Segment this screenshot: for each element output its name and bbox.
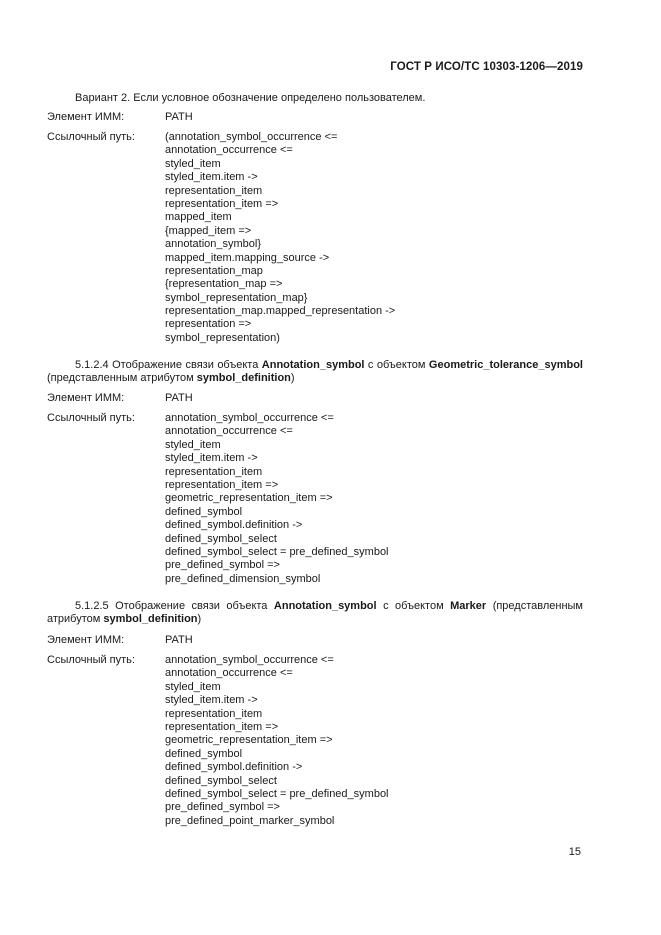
path-line: representation => [165, 318, 252, 331]
path-line: annotation_symbol} [165, 238, 262, 251]
element-value: PATH [165, 111, 193, 123]
path-line: defined_symbol [165, 747, 243, 760]
path-line: mapped_item [165, 211, 232, 224]
element-label: Элемент ИММ: [47, 634, 125, 646]
path-line: representation_map [165, 264, 263, 277]
element-value: PATH [165, 634, 193, 646]
section-5-1-2-4-heading: 5.1.2.4 Отображение связи объекта Annotation_symbol с объектом Geometric_tolerance_symbol (представленным атрибутом symbol_definition) [47, 359, 583, 385]
element-label: Элемент ИММ: [47, 392, 125, 404]
path-line: styled_item.item -> [165, 452, 258, 465]
path-line: geometric_representation_item => [165, 492, 333, 505]
path-line: pre_defined_symbol => [165, 559, 280, 572]
path-line: defined_symbol_select [165, 774, 277, 787]
path-line: styled_item.item -> [165, 171, 258, 184]
path-line: styled_item [165, 157, 221, 170]
path-line: pre_defined_point_marker_symbol [165, 814, 335, 827]
path-line: defined_symbol.definition -> [165, 761, 303, 774]
path-line: representation_item [165, 465, 263, 478]
reference-path [165, 654, 389, 828]
path-line: defined_symbol.definition -> [165, 519, 303, 532]
path-label: Ссылочный путь: [47, 412, 135, 424]
path-line: pre_defined_symbol => [165, 801, 280, 814]
path-line: defined_symbol [165, 505, 243, 518]
path-line: defined_symbol_select = pre_defined_symbol [165, 787, 389, 800]
path-label: Ссылочный путь: [47, 654, 135, 666]
path-line: representation_item => [165, 478, 279, 491]
path-line: representation_item => [165, 197, 279, 210]
path-line: {representation_map => [165, 278, 283, 291]
reference-path [165, 412, 389, 586]
page-number: 15 [568, 846, 581, 858]
path-line: representation_item => [165, 720, 279, 733]
path-line: geometric_representation_item => [165, 734, 333, 747]
path-line: annotation_occurrence <= [165, 144, 293, 157]
path-line: styled_item.item -> [165, 694, 258, 707]
path-line: mapped_item.mapping_source -> [165, 251, 330, 264]
path-line: pre_defined_dimension_symbol [165, 572, 321, 585]
path-label: Ссылочный путь: [47, 131, 135, 143]
path-line: representation_map.mapped_representation -> [165, 305, 396, 318]
path-line: annotation_occurrence <= [165, 425, 293, 438]
path-line: annotation_occurrence <= [165, 667, 293, 680]
reference-path [165, 131, 395, 345]
path-line: styled_item [165, 438, 221, 451]
path-line: representation_item [165, 707, 263, 720]
element-label: Элемент ИММ: [47, 111, 125, 123]
path-line: {mapped_item => [165, 224, 252, 237]
document-code-header: ГОСТ Р ИСО/ТС 10303-1206—2019 [390, 61, 583, 73]
section-5-1-2-5-heading: 5.1.2.5 Отображение связи объекта Annotation_symbol с объектом Marker (представленным атрибутом symbol_definition) [47, 600, 583, 626]
path-line: symbol_representation_map} [165, 291, 308, 304]
path-line: (annotation_symbol_occurrence <= [165, 131, 338, 143]
path-line: annotation_symbol_occurrence <= [165, 412, 334, 424]
path-line: defined_symbol_select = pre_defined_symbol [165, 545, 389, 558]
path-line: defined_symbol_select [165, 532, 277, 545]
path-line: symbol_representation) [165, 331, 280, 344]
path-line: annotation_symbol_occurrence <= [165, 654, 334, 666]
path-line: representation_item [165, 184, 263, 197]
path-line: styled_item [165, 680, 221, 693]
variant2-intro: Вариант 2. Если условное обозначение определено пользователем. [75, 92, 426, 104]
element-value: PATH [165, 392, 193, 404]
